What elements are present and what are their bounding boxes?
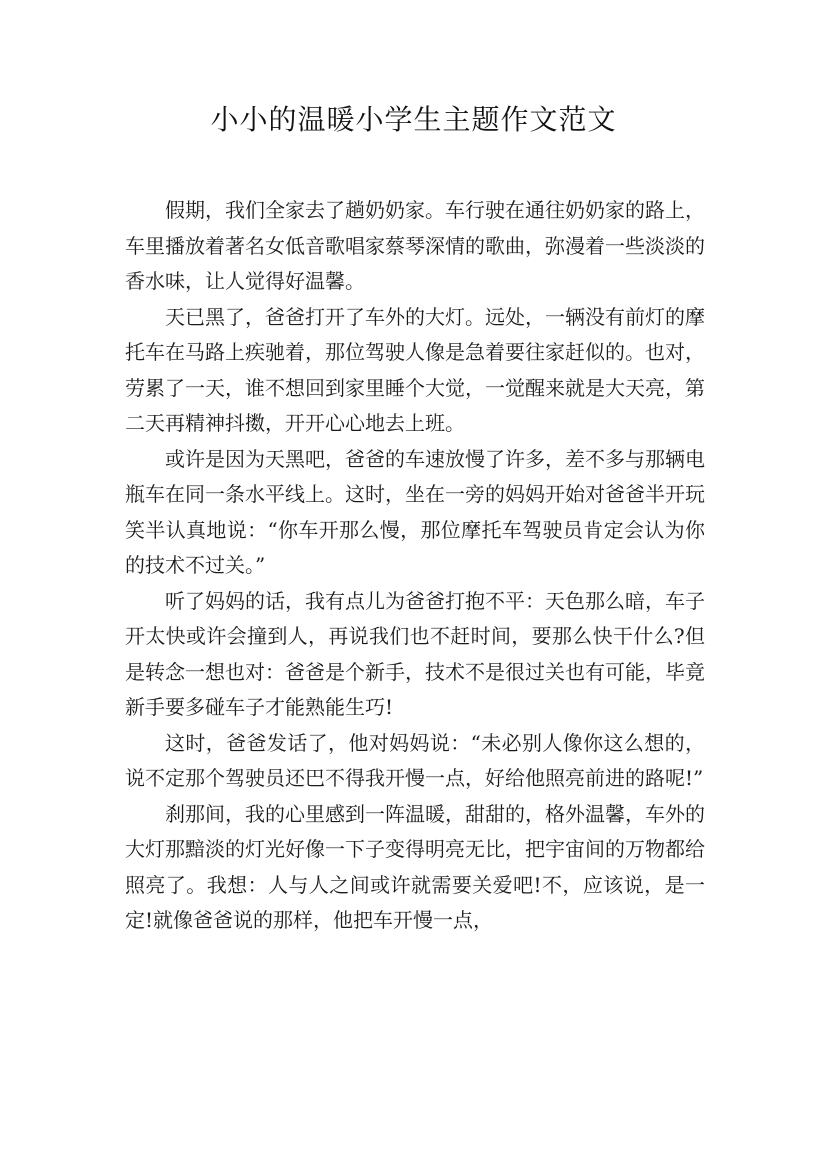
- paragraph-5: 这时，爸爸发话了，他对妈妈说：“未必别人像你这么想的，说不定那个驾驶员还巴不得我开慢一点，好给他照亮前进的路呢!”: [125, 730, 705, 790]
- paragraph-4: 听了妈妈的话，我有点儿为爸爸打抱不平：天色那么暗，车子开太快或许会撞到人，再说我们也不赶时间，要那么快干什么?但是转念一想也对：爸爸是个新手，技术不是很过关也有可能，毕竟新手要多碰车子才能熟能生巧!: [125, 588, 705, 719]
- paragraph-1: 假期，我们全家去了趟奶奶家。车行驶在通往奶奶家的路上，车里播放着著名女低音歌唱家蔡琴深情的歌曲，弥漫着一些淡淡的香水味，让人觉得好温馨。: [125, 198, 705, 293]
- document-body: [125, 193, 705, 939]
- document-title: 小小的温暖小学生主题作文范文: [210, 103, 617, 136]
- paragraph-6: 刹那间，我的心里感到一阵温暖，甜甜的，格外温馨，车外的大灯那黯淡的灯光好像一下子变得明亮无比，把宇宙间的万物都给照亮了。我想：人与人之间或许就需要关爱吧!不，应该说，是一定!就像爸爸说的那样，他把车开慢一点，: [125, 801, 705, 932]
- paragraph-3: 或许是因为天黑吧，爸爸的车速放慢了许多，差不多与那辆电瓶车在同一条水平线上。这时，坐在一旁的妈妈开始对爸爸半开玩笑半认真地说：“你车开那么慢，那位摩托车驾驶员肯定会认为你的技术不过关。”: [125, 446, 705, 577]
- paragraph-2: 天已黑了，爸爸打开了车外的大灯。远处，一辆没有前灯的摩托车在马路上疾驰着，那位驾驶人像是急着要往家赶似的。也对，劳累了一天，谁不想回到家里睡个大觉，一觉醒来就是大天亮，第二天再精神抖擞，开开心心地去上班。: [125, 304, 705, 435]
